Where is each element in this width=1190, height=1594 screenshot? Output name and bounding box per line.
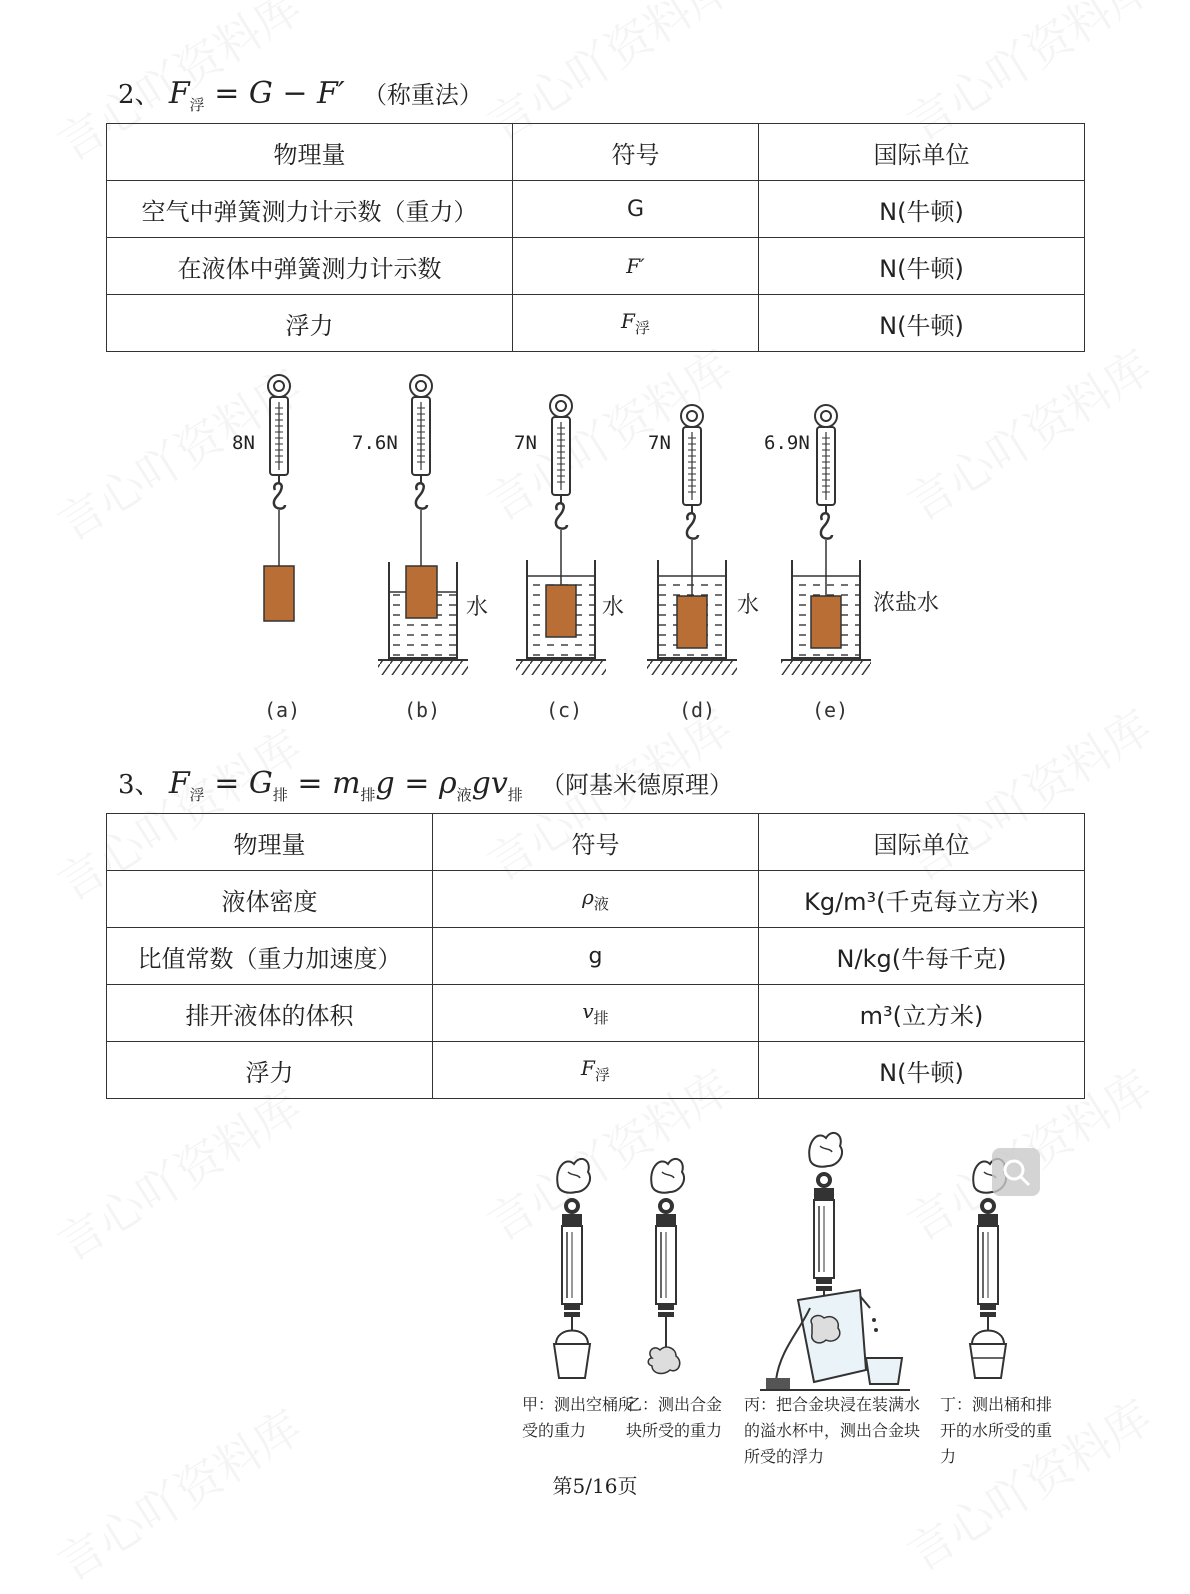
table-row — [107, 295, 1085, 352]
step-jia — [554, 1159, 590, 1378]
header-unit: 国际单位 — [759, 814, 1085, 871]
metal-block — [264, 566, 294, 621]
header-symbol: 符号 — [433, 814, 759, 871]
table-row — [107, 871, 1085, 928]
symbol-cell: $\rho_液$ — [433, 871, 759, 928]
unit-cell: Kg/m³(千克每立方米) — [759, 871, 1085, 928]
small-beaker — [866, 1358, 902, 1384]
unit-cell: N(牛顿) — [759, 181, 1085, 238]
liquid-label-e: 浓盐水 — [873, 591, 940, 616]
quantity-cell: 排开液体的体积 — [107, 985, 433, 1042]
caption-d: (d) — [679, 698, 716, 722]
symbol-cell: G — [513, 181, 759, 238]
table-header-row — [107, 814, 1085, 871]
section2-number: 2、 — [118, 80, 161, 110]
quantity-cell: 浮力 — [107, 1042, 433, 1099]
unit-cell: N(牛顿) — [759, 1042, 1085, 1099]
reading-e: 6.9N — [764, 432, 810, 454]
symbol-cell: $F_浮$ — [513, 295, 759, 352]
section3-heading — [118, 764, 733, 805]
bucket — [970, 1344, 1006, 1378]
unit-cell: m³(立方米) — [759, 985, 1085, 1042]
archimedes-figure — [0, 1130, 1190, 1400]
caption-a: (a) — [264, 698, 301, 722]
section3-formula: $F_浮 = G_排 = m_排g = \rho_液gv_排$ — [168, 766, 523, 804]
header-unit: 国际单位 — [759, 124, 1085, 181]
table-row — [107, 181, 1085, 238]
table-row — [107, 238, 1085, 295]
setup-b — [378, 375, 468, 675]
spring-scale-figure — [0, 370, 1190, 690]
setup-a — [264, 375, 294, 621]
metal-block — [677, 596, 707, 648]
reading-b: 7.6N — [352, 432, 398, 454]
unit-cell: N(牛顿) — [759, 238, 1085, 295]
header-quantity: 物理量 — [107, 814, 433, 871]
unit-cell: N(牛顿) — [759, 295, 1085, 352]
archimedes-table — [106, 813, 1085, 1099]
section2-heading — [118, 74, 483, 115]
liquid-label-b: 水 — [466, 595, 489, 620]
header-symbol: 符号 — [513, 124, 759, 181]
quantity-cell: 液体密度 — [107, 871, 433, 928]
unit-cell: N/kg(牛每千克) — [759, 928, 1085, 985]
weighing-method-table — [106, 123, 1085, 352]
liquid-label-c: 水 — [602, 595, 625, 620]
reading-c: 7N — [514, 432, 537, 454]
section3-number: 3、 — [118, 770, 161, 800]
caption-c: (c) — [546, 698, 583, 722]
quantity-cell: 在液体中弹簧测力计示数 — [107, 238, 513, 295]
step-yi — [648, 1159, 684, 1374]
symbol-cell: g — [433, 928, 759, 985]
liquid-label-d: 水 — [737, 593, 760, 618]
caption-b: (b) — [404, 698, 441, 722]
page-number: 第5/16页 — [552, 1474, 638, 1498]
header-quantity: 物理量 — [107, 124, 513, 181]
section2-formula: $F_浮 = G - F'$ — [168, 76, 345, 114]
step-bing-label: 丙：把合金块浸在装满水的溢水杯中，测出合金块所受的浮力 — [744, 1395, 921, 1466]
quantity-cell: 比值常数（重力加速度） — [107, 928, 433, 985]
symbol-cell: $v_排$ — [433, 985, 759, 1042]
table-row — [107, 1042, 1085, 1099]
step-jia-label: 甲：测出空桶所受的重力 — [522, 1395, 635, 1440]
section3-note: （阿基米德原理） — [541, 771, 734, 799]
caption-e: (e) — [812, 698, 849, 722]
magnifier-icon[interactable] — [992, 1148, 1040, 1196]
symbol-cell: F′ — [513, 238, 759, 295]
step-yi-label: 乙：测出合金块所受的重力 — [626, 1395, 723, 1440]
alloy-block — [648, 1347, 680, 1373]
bucket — [554, 1344, 590, 1378]
symbol-cell: $F_浮$ — [433, 1042, 759, 1099]
table-row — [107, 928, 1085, 985]
reading-a: 8N — [232, 432, 255, 454]
table-header-row — [107, 124, 1085, 181]
quantity-cell: 浮力 — [107, 295, 513, 352]
table-row — [107, 985, 1085, 1042]
section2-note: （称重法） — [362, 81, 483, 109]
metal-block — [811, 596, 841, 648]
metal-block — [546, 585, 576, 637]
metal-block — [406, 566, 437, 618]
step-ding-label: 丁：测出桶和排开的水所受的重力 — [940, 1395, 1053, 1466]
quantity-cell: 空气中弹簧测力计示数（重力） — [107, 181, 513, 238]
step-bing — [760, 1133, 910, 1390]
reading-d: 7N — [648, 432, 671, 454]
